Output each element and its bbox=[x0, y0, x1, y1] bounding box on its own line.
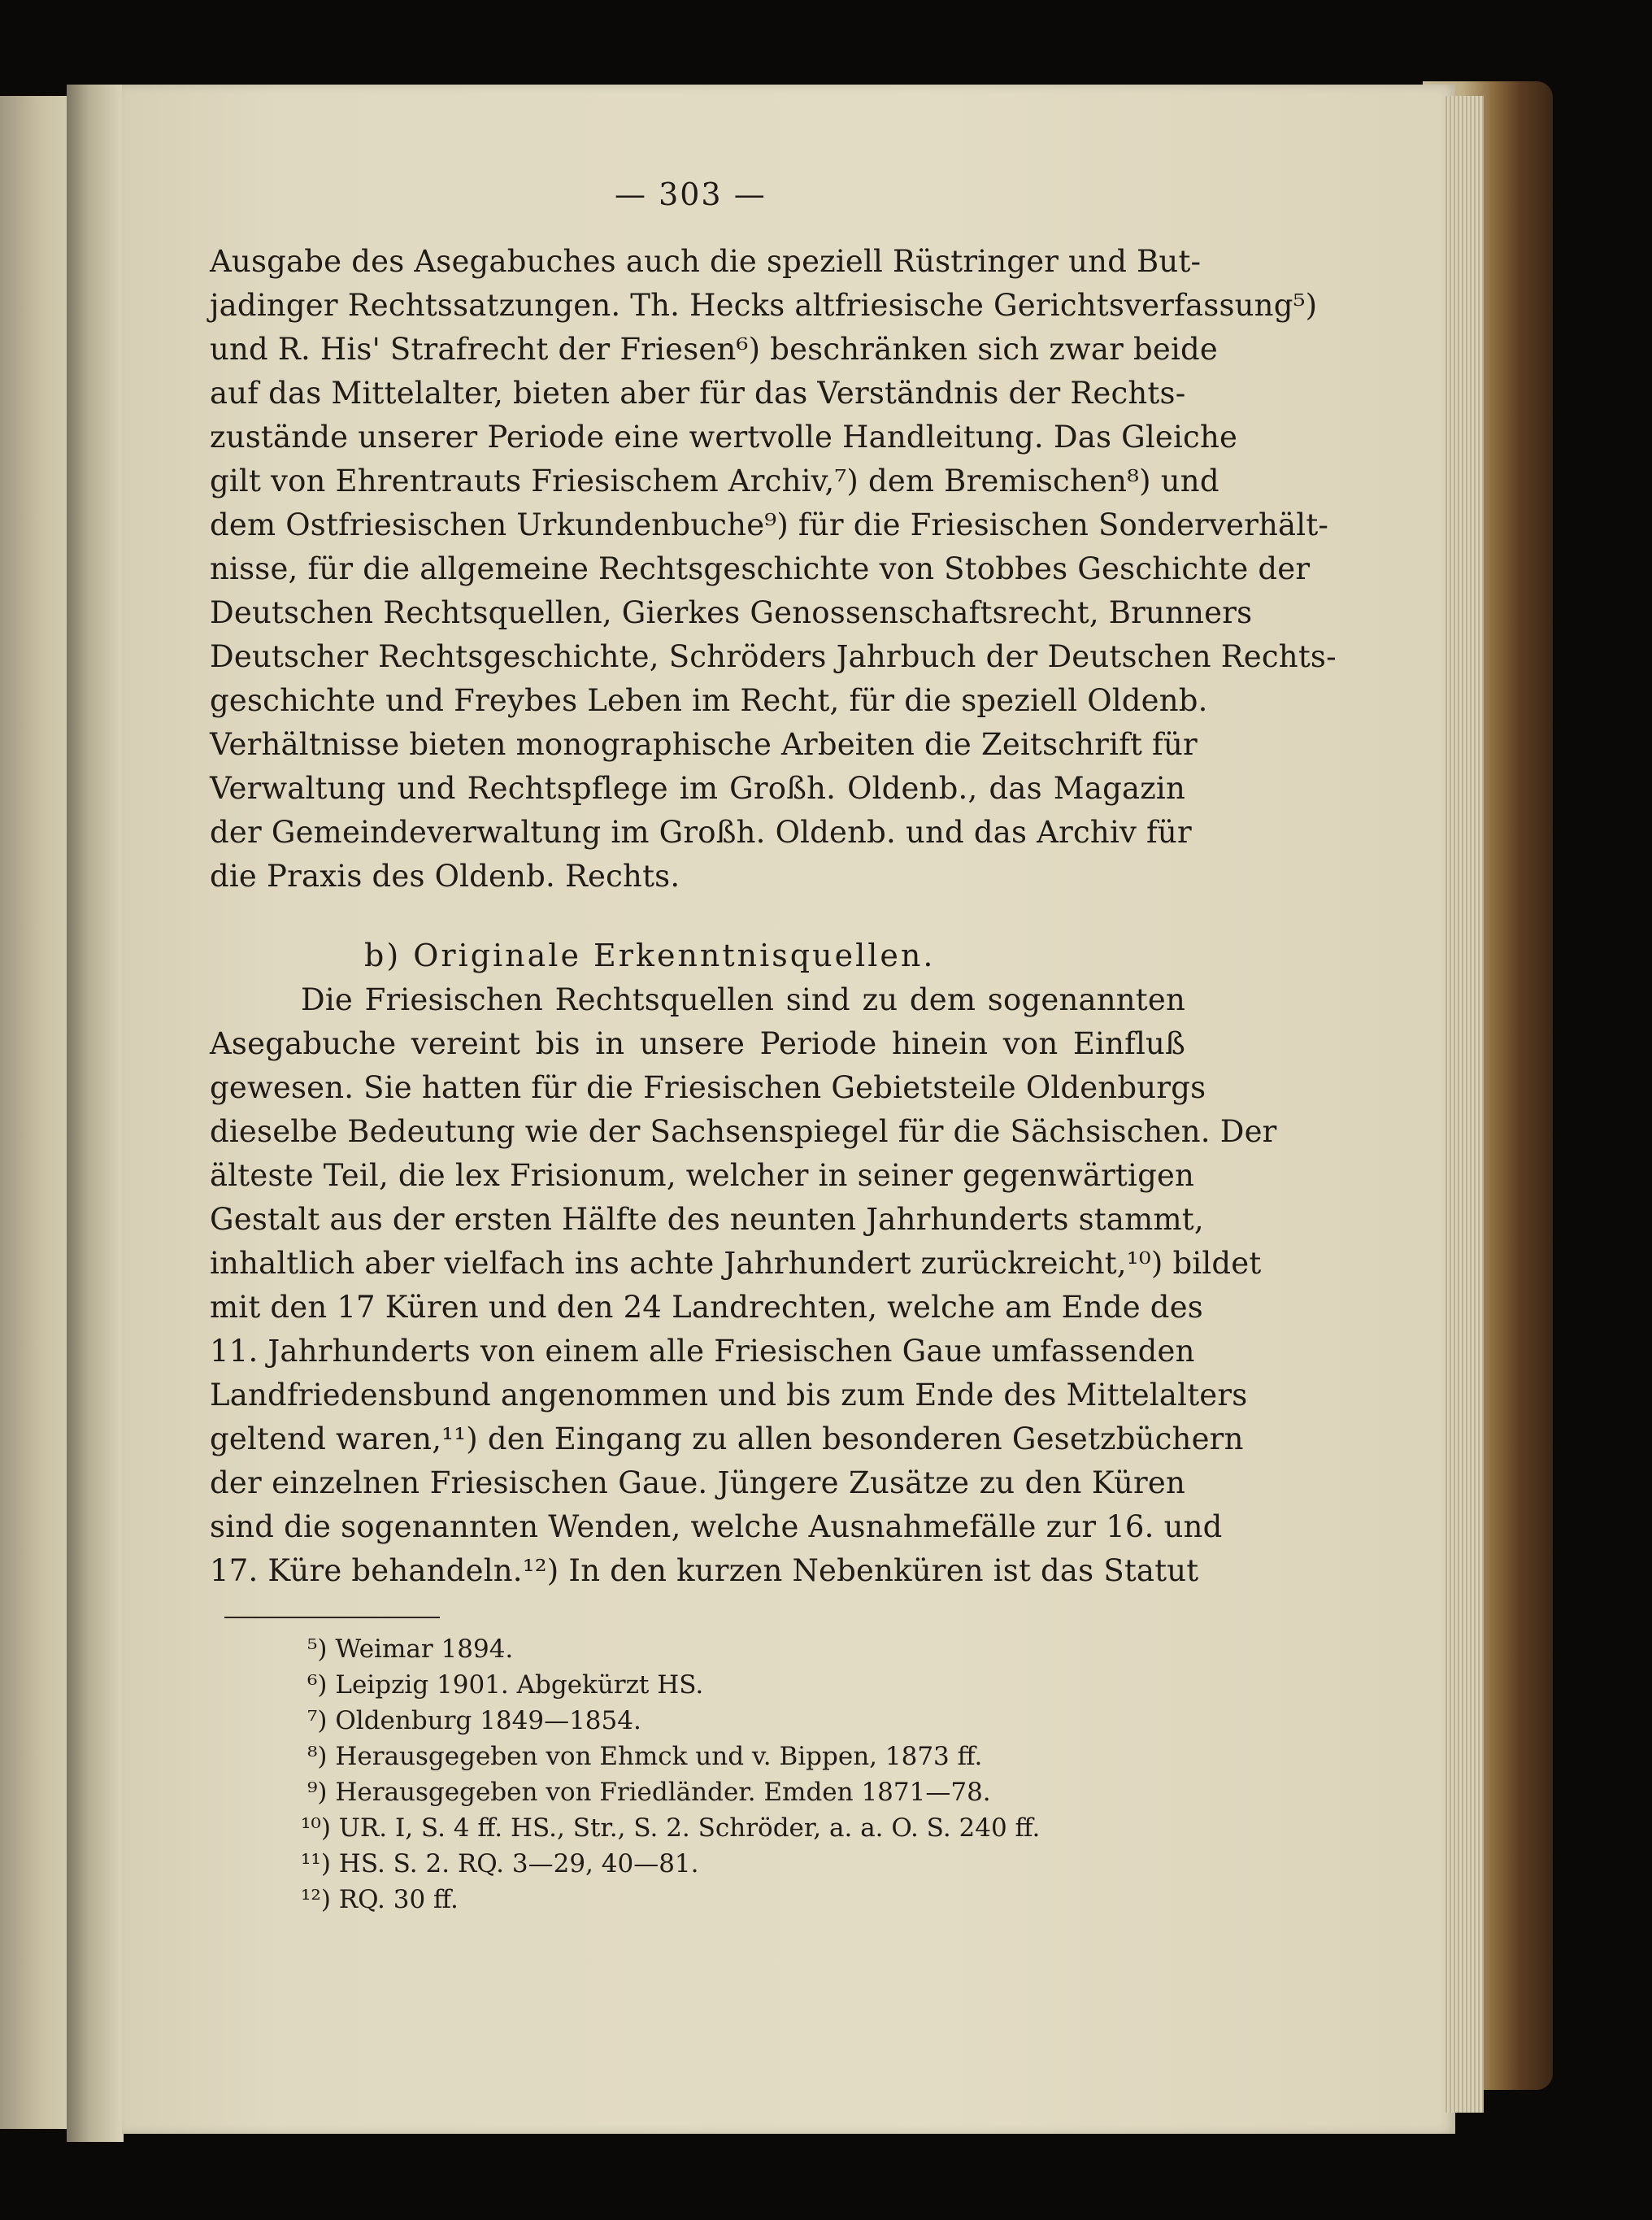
page-number: — 303 — bbox=[615, 176, 767, 212]
text-line: inhaltlich aber vielfach ins achte Jahrhundert zurückreicht,¹⁰) bildet bbox=[210, 1246, 1262, 1281]
section-heading: b) Originale Erkenntnisquellen. bbox=[364, 938, 936, 973]
text-line: nisse, für die allgemeine Rechtsgeschichte von Stobbes Geschichte der bbox=[210, 551, 1311, 586]
footnote: ⁶) Leipzig 1901. Abgekürzt HS. bbox=[307, 1670, 704, 1700]
text-line: Verwaltung und Rechtspflege im Großh. Oldenb., das Magazin bbox=[210, 771, 1185, 806]
footnote: ⁷) Oldenburg 1849—1854. bbox=[307, 1706, 641, 1735]
page-stack-edges bbox=[1443, 96, 1484, 2113]
footnote: ¹¹) HS. S. 2. RQ. 3—29, 40—81. bbox=[301, 1849, 699, 1878]
footnote-rule bbox=[224, 1617, 440, 1618]
footnote: ⁸) Herausgegeben von Ehmck und v. Bippen, 1873 ff. bbox=[307, 1742, 983, 1771]
text-line: Deutschen Rechtsquellen, Gierkes Genossenschaftsrecht, Brunners bbox=[210, 595, 1253, 630]
text-line: Gestalt aus der ersten Hälfte des neunten Jahrhunderts stammt, bbox=[210, 1202, 1204, 1237]
footnote: ⁹) Herausgegeben von Friedländer. Emden 1871—78. bbox=[307, 1778, 991, 1807]
text-line: jadinger Rechtssatzungen. Th. Hecks altfriesische Gerichtsverfassung⁵) bbox=[210, 288, 1318, 323]
text-line: dieselbe Bedeutung wie der Sachsenspiegel für die Sächsischen. Der bbox=[210, 1114, 1277, 1149]
text-line: der Gemeindeverwaltung im Großh. Oldenb. und das Archiv für bbox=[210, 815, 1192, 850]
footnote: ¹⁰) UR. I, S. 4 ff. HS., Str., S. 2. Schröder, a. a. O. S. 240 ff. bbox=[301, 1813, 1041, 1843]
text-line: geschichte und Freybes Leben im Recht, für die speziell Oldenb. bbox=[210, 683, 1208, 718]
text-line: älteste Teil, die lex Frisionum, welcher in seiner gegenwärtigen bbox=[210, 1158, 1195, 1193]
text-line: Asegabuche vereint bis in unsere Periode hinein von Einfluß bbox=[210, 1026, 1185, 1061]
text-line: Deutscher Rechtsgeschichte, Schröders Jahrbuch der Deutschen Rechts- bbox=[210, 639, 1337, 674]
footnote: ⁵) Weimar 1894. bbox=[307, 1635, 514, 1664]
text-line: zustände unserer Periode eine wertvolle Handleitung. Das Gleiche bbox=[210, 420, 1238, 455]
text-line: gewesen. Sie hatten für die Friesischen Gebietsteile Oldenburgs bbox=[210, 1070, 1206, 1105]
text-line: Verhältnisse bieten monographische Arbeiten die Zeitschrift für bbox=[210, 727, 1198, 762]
previous-page-edge bbox=[0, 96, 67, 2129]
text-line: geltend waren,¹¹) den Eingang zu allen besonderen Gesetzbüchern bbox=[210, 1421, 1244, 1456]
text-line: Ausgabe des Asegabuches auch die speziell Rüstringer und But- bbox=[210, 244, 1202, 279]
text-line: 11. Jahrhunderts von einem alle Friesischen Gaue umfassenden bbox=[210, 1334, 1195, 1369]
text-line: gilt von Ehrentrauts Friesischem Archiv,⁷) dem Bremischen⁸) und bbox=[210, 464, 1219, 498]
text-line: die Praxis des Oldenb. Rechts. bbox=[210, 859, 680, 894]
footnote: ¹²) RQ. 30 ff. bbox=[301, 1885, 459, 1914]
text-line: auf das Mittelalter, bieten aber für das Verständnis der Rechts- bbox=[210, 376, 1186, 411]
text-line: der einzelnen Friesischen Gaue. Jüngere Zusätze zu den Küren bbox=[210, 1465, 1185, 1500]
text-line: 17. Küre behandeln.¹²) In den kurzen Nebenküren ist das Statut bbox=[210, 1553, 1199, 1588]
text-line: dem Ostfriesischen Urkundenbuche⁹) für die Friesischen Sonderverhält- bbox=[210, 507, 1329, 542]
text-line: und R. His' Strafrecht der Friesen⁶) beschränken sich zwar beide bbox=[210, 332, 1218, 367]
text-line: sind die sogenannten Wenden, welche Ausnahmefälle zur 16. und bbox=[210, 1509, 1223, 1544]
text-line: mit den 17 Küren und den 24 Landrechten, welche am Ende des bbox=[210, 1290, 1203, 1325]
page-gutter bbox=[67, 85, 124, 2142]
text-line: Landfriedensbund angenommen und bis zum Ende des Mittelalters bbox=[210, 1378, 1248, 1413]
text-line: Die Friesischen Rechtsquellen sind zu dem sogenannten bbox=[301, 982, 1185, 1017]
